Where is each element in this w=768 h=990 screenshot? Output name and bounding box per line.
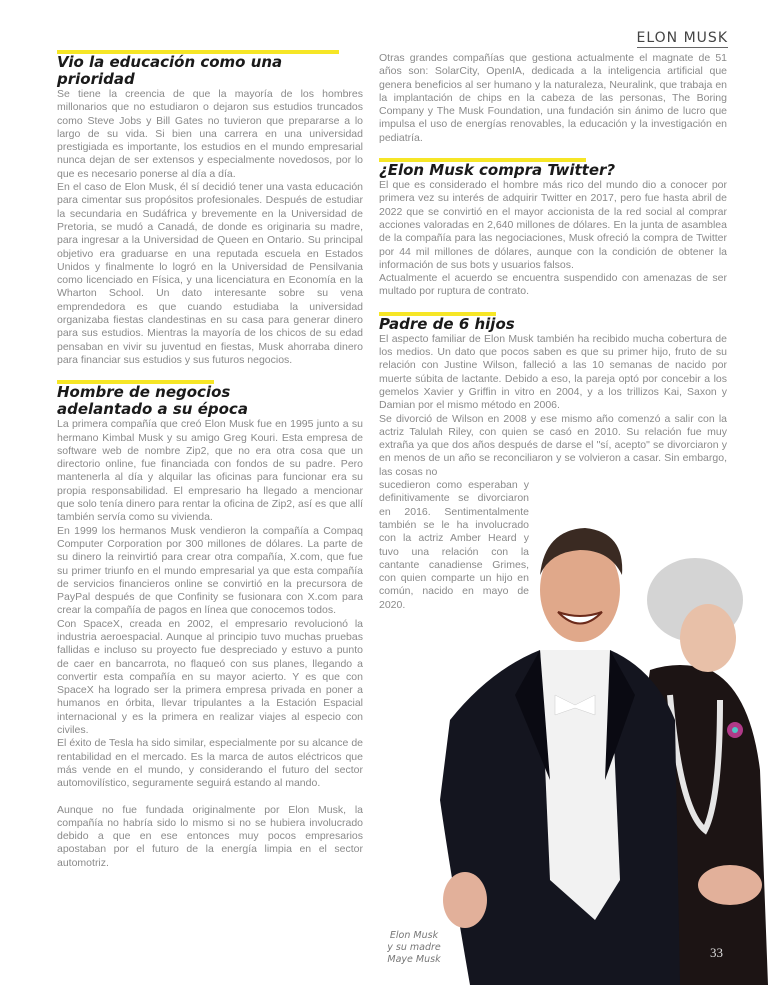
caption-line: y su madre [387,942,441,953]
left-column [57,50,363,870]
paragraph: El que es considerado el hombre más rico del mundo dio a conocer por primera vez su interés de adquirir Twitter en 2017, pero fue hasta abril de 2022 que se convirtió en el mayor accionista de la red social al comprar acciones valoradas en 2,640 millones de dólares. En la junta de asamblea de la compañía para las negociaciones, Musk ofreció la compra de Twitter por 44 mil millones de dólares, aunque con la condición de obtener la información de sus bots y usuarios falsos. [379,179,727,271]
paragraph: El aspecto familiar de Elon Musk también ha recibido mucha cobertura de los medios. Un dato que pocos saben es que su primer hijo, fruto de su relación con Justine Wilson, falleció a las 10 semanas de nacido por muerte súbita de lactante. Debido a eso, la pareja optó por concebir a los gemelos Xavier y Griffin in vitro en 2004, y a los trillizos Kai, Saxon y Damian por el mismo método en 2006. [379,332,727,412]
page-number: 33 [710,945,723,960]
heading-business-line1: Hombre de negocios [57,383,231,402]
section-title: ELON MUSK [636,30,728,46]
paragraph: Se divorció de Wilson en 2008 y ese mismo año comenzó a salir con la actriz Talulah Riley, con quien se casó en 2010. Su relación fue muy extraña ya que dos años después de darse el "sí, acepto" se divorciaron y en menos de un año se reconciliaron y se volvieron a casar. Sin embargo, las cosas no [379,412,727,478]
photo-illustration [430,520,768,985]
paragraph: Actualmente el acuerdo se encuentra suspendido con amenazas de ser multado por ruptura de contrato. [379,272,727,298]
heading-children: Padre de 6 hijos [379,314,515,333]
heading-education: Vio la educación como una prioridad [57,53,283,88]
wrapped-paragraph: sucedieron como esperaban y definitivamente se divorciaron en 2016. Sentimentalmente también se le ha involucrado con la actriz Amber Heard y tuvo una relación con la cantante canadiense Grimes, con quien comparte un hijo en común, nacido en mayo de 2020. [379,479,529,611]
section-business [57,380,363,870]
caption-line: Maye Musk [387,954,441,965]
caption-line: Elon Musk [389,930,439,941]
heading-twitter: ¿Elon Musk compra Twitter? [379,161,616,180]
paragraph: En 1999 los hermanos Musk vendieron la compañía a Compaq Computer Corporation por 300 millones de dólares. La parte de su dinero la reinvirtió para crear otra compañía, X.com, que fue su primer triunfo en el mundo empresarial ya que esta compañía de servicios financieros online se convirtió en la precursora de PayPal después de que Confinity se fusionara con X.com para crear la compañía de pagos en línea que conocemos todos. [57,524,363,617]
paragraph: En el caso de Elon Musk, él sí decidió tener una vasta educación para cimentar sus propósitos profesionales. Después de estudiar la secundaria en Sudáfrica y brevemente en la Universidad de Pretoria, se mudó a Canadá, de donde es originaria su madre, para ingresar a la Universidad de Queen en Ontario. Su principal objetivo era graduarse en una reputada escuela en Estados Unidos y finalmente lo logró en la Universidad de Pensilvania como licenciado en Física, y una licenciatura en Economía en la Wharton School. Un dato interesante sobre su vena emprendedora es que cuando estudiaba la universidad organizaba fiestas clandestinas en su casa para generar dinero para sus estudios. Mientras la mayoría de los chicos de su edad pensaban en vivir su juventud en fiestas, Musk ahorraba dinero para financiar sus estudios y sus futuros negocios. [57,181,363,366]
photo-caption [383,930,445,966]
paragraph: Se tiene la creencia de que la mayoría de los hombres millonarios que no estudiaron o dejaron sus estudios truncados como Steve Jobs y Bill Gates no tuvieron que prepararse a lo largo de su vida. Si bien una carrera en una universidad prestigiada es importante, los estudios en el mundo empresarial nunca dejan de ser extensos y especialmente novedosos, por lo que es necesario ponerse al día a día. [57,88,363,180]
section-education [57,50,363,367]
heading-business-line2: adelantado a su época [57,400,248,419]
paragraph: Con SpaceX, creada en 2002, el empresario revolucionó la industria aeroespacial. Aunque al principio tuvo muchas pruebas fallidas e incluso su proyecto fue despreciado y estuvo a punto de caer en bancarrota, no flaqueó con sus planes, llegando a convertir esta compañía en su mayor acierto. Y es que con SpaceX ha logrado ser la primera empresa privada en poner a humanos en órbita, llevar tripulantes a la Estación Espacial internacional y es la primera en realizar viajes al especio con civiles. [57,617,363,737]
paragraph: Aunque no fue fundada originalmente por Elon Musk, la compañía no habría sido lo mismo si no se hubiera involucrado debido a que en ese entonces muy pocos empresarios apostaban por el futuro de la energía limpia en el sector automotriz. [57,803,363,869]
paragraph: El éxito de Tesla ha sido similar, especialmente por su alcance de rentabilidad en el mercado. Es la marca de autos eléctricos que más vende en el mundo, y considerando el futuro del sector automovilístico, seguramente seguirá estando al mando. [57,737,363,790]
section-twitter [379,158,727,299]
intro-paragraph: Otras grandes compañías que gestiona actualmente el magnate de 51 años son: SolarCity, OpenIA, dedicada a la inteligencia artificial que genera beneficios al ser humano y la naturaleza, Neuralink, que trabaja en la implantación de chips en la cabeza de las personas, The Boring Company y The Musk Foundation, una fundación sin ánimo de lucro que impulsa el uso de energías renovables, la educación y la investigación en pediatría. [379,52,727,144]
photo-elon-and-maye-musk [430,520,768,985]
paragraph: La primera compañía que creó Elon Musk fue en 1995 junto a su hermano Kimbal Musk y su amigo Greg Kouri. Esta empresa de software web de nombre Zip2, que no era otra cosa que un directorio online, fue financiada con fondos de su padre. Pero mantenerla al día y alquilar las oficinas para funcionar era su propia responsabilidad. El empresario ha llegado a mencionar que solo tenía dinero para rentar la oficina de Zip2, así es que allí también servía como su vivienda. [57,418,363,524]
